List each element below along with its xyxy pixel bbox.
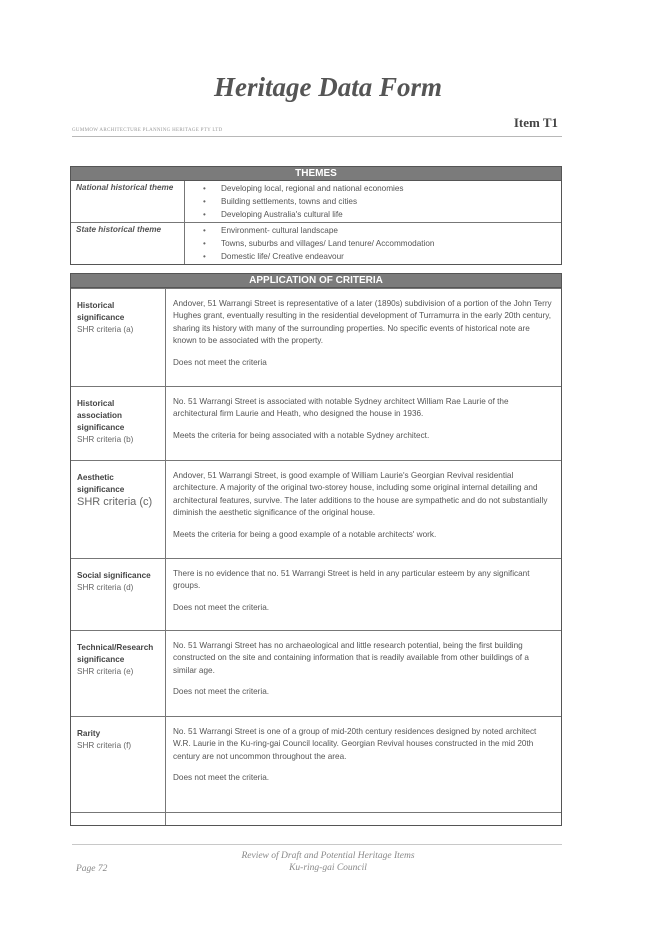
assessment-verdict: Does not meet the criteria bbox=[173, 357, 267, 367]
list-item: • Environment- cultural landscape bbox=[203, 224, 561, 237]
criterion-assessment bbox=[166, 387, 561, 460]
footer-document-title: Review of Draft and Potential Heritage Items bbox=[241, 851, 415, 861]
theme-label: National historical theme bbox=[71, 181, 185, 222]
criterion-code: SHR criteria (e) bbox=[77, 667, 134, 676]
criterion-name: Technical/Research significance bbox=[77, 643, 154, 664]
assessment-verdict: Does not meet the criteria. bbox=[173, 687, 270, 697]
criterion-assessment bbox=[166, 631, 561, 716]
assessment-text: No. 51 Warrangi Street is associated with notable Sydney architect William Rae Laurie of the architectural firm Laurie and Heath, who designed the house in 1936. bbox=[173, 397, 509, 419]
criterion-assessment bbox=[166, 289, 561, 386]
header-divider bbox=[72, 136, 562, 137]
assessment-verdict: Does not meet the criteria. bbox=[173, 602, 270, 612]
criterion-row-rarity bbox=[71, 716, 561, 812]
criterion-assessment bbox=[166, 461, 561, 558]
list-item: • Domestic life/ Creative endeavour bbox=[203, 250, 561, 263]
item-number: Item T1 bbox=[513, 115, 558, 130]
criterion-name: Historical significance bbox=[77, 301, 125, 322]
assessment-verdict: Meets the criteria for being associated with a notable Sydney architect. bbox=[173, 430, 430, 440]
criterion-label bbox=[71, 387, 166, 460]
criterion-name: Social significance bbox=[77, 571, 151, 580]
criterion-assessment bbox=[166, 717, 561, 812]
criteria-table bbox=[70, 273, 562, 826]
criterion-name: Aesthetic significance bbox=[77, 473, 125, 494]
page-number: Page 72 bbox=[76, 864, 108, 874]
assessment-verdict: Does not meet the criteria. bbox=[173, 773, 270, 783]
criterion-row-association bbox=[71, 386, 561, 460]
criterion-row-historical bbox=[71, 288, 561, 386]
assessment-text: No. 51 Warrangi Street is one of a group of mid-20th century residences designed by noted architect W.R. Laurie in the Ku-ring-gai Council locality. Georgian Revival houses constructed in the mid 20th century are not uncommon throughout the area. bbox=[173, 727, 537, 761]
theme-label: State historical theme bbox=[71, 223, 185, 264]
criterion-name: Rarity bbox=[77, 729, 101, 738]
criterion-label bbox=[71, 559, 166, 630]
criterion-label bbox=[71, 717, 166, 812]
theme-row-national bbox=[71, 181, 561, 222]
criterion-row-blank bbox=[71, 812, 561, 825]
assessment-text: Andover, 51 Warrangi Street is representative of a later (1890s) subdivision of a portion of the John Terry Hughes grant, eventually resulting in the residential development of Turramurra in the early 20th century, sharing its history with many of the surrounding properties. No specific events of historical note are known to be associated with the property. bbox=[173, 299, 552, 346]
assessment-text: No. 51 Warrangi Street has no archaeological and little research potential, being the first building constructed on the site and containing information that is readily available from other buildings of a similar age. bbox=[173, 641, 529, 675]
theme-row-state bbox=[71, 222, 561, 264]
criterion-code: SHR criteria (c) bbox=[77, 496, 153, 508]
criterion-label bbox=[71, 813, 166, 825]
list-item: • Towns, suburbs and villages/ Land tenure/ Accommodation bbox=[203, 237, 561, 250]
criterion-assessment bbox=[166, 559, 561, 630]
criterion-code: SHR criteria (d) bbox=[77, 583, 134, 592]
theme-list bbox=[185, 181, 561, 222]
assessment-verdict: Meets the criteria for being a good example of a notable architects' work. bbox=[173, 529, 437, 539]
criterion-assessment bbox=[166, 813, 561, 825]
criterion-row-technical bbox=[71, 630, 561, 716]
list-item: • Developing Australia's cultural life bbox=[203, 208, 561, 221]
criterion-row-social bbox=[71, 558, 561, 630]
themes-table bbox=[70, 166, 562, 265]
assessment-text: There is no evidence that no. 51 Warrangi Street is held in any particular esteem by any significant groups. bbox=[173, 569, 530, 591]
criterion-label bbox=[71, 631, 166, 716]
theme-list bbox=[185, 223, 561, 264]
criteria-heading: APPLICATION OF CRITERIA bbox=[71, 274, 561, 288]
list-item: • Developing local, regional and national economies bbox=[203, 182, 561, 195]
criterion-code: SHR criteria (f) bbox=[77, 741, 132, 750]
page-title: Heritage Data Form bbox=[214, 72, 442, 102]
list-item: • Building settlements, towns and cities bbox=[203, 195, 561, 208]
criterion-label bbox=[71, 461, 166, 558]
criterion-label bbox=[71, 289, 166, 386]
criterion-code: SHR criteria (b) bbox=[77, 435, 134, 444]
assessment-text: Andover, 51 Warrangi Street, is good example of William Laurie's Georgian Revival residential architecture. A majority of the original two-storey house, including some original internal detailing and architectural features, survive. The later additions to the house are sympathetic and do not substantially diminish the aesthetic significance of the original house. bbox=[173, 471, 548, 518]
criterion-row-aesthetic bbox=[71, 460, 561, 558]
footer-council: Ku-ring-gai Council bbox=[289, 863, 367, 873]
themes-heading: THEMES bbox=[71, 167, 561, 181]
criterion-name: Historical association significance bbox=[77, 399, 125, 432]
criterion-code: SHR criteria (a) bbox=[77, 325, 134, 334]
firm-name: GUMMOW ARCHITECTURE PLANNING HERITAGE PTY LTD bbox=[72, 128, 223, 133]
footer-divider bbox=[72, 844, 562, 845]
